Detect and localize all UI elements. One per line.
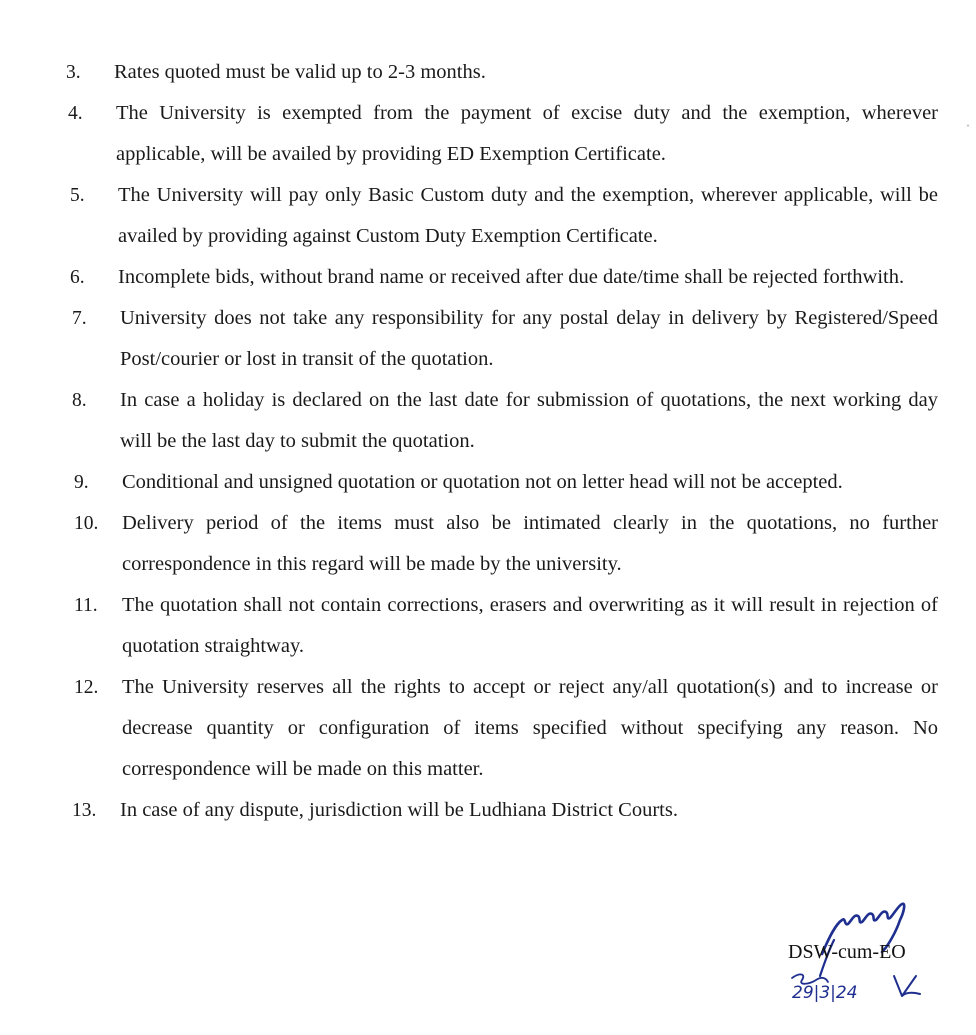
term-item (66, 52, 938, 93)
term-item (72, 380, 938, 462)
term-item (70, 175, 938, 257)
term-item (74, 667, 938, 790)
term-item (72, 790, 938, 831)
term-text: The University is exempted from the payment of excise duty and the exemption, wherever applicable, will be availed by providing ED Exemption Certificate. (116, 102, 938, 165)
term-text: Conditional and unsigned quotation or quotation not on letter head will not be accepted. (122, 471, 843, 493)
term-item (72, 298, 938, 380)
term-number: 4. (68, 103, 83, 124)
term-text: University does not take any responsibility for any postal delay in delivery by Registered/Speed Post/courier or lost in transit of the quotation. (120, 307, 938, 370)
term-number: 7. (72, 308, 87, 329)
term-number: 12. (74, 677, 99, 698)
term-text: Rates quoted must be valid up to 2-3 months. (114, 61, 486, 83)
term-item (74, 462, 938, 503)
term-number: 9. (74, 472, 89, 493)
term-item (74, 585, 938, 667)
signature-block (770, 880, 960, 1030)
term-number: 13. (72, 800, 97, 821)
term-number: 6. (70, 267, 85, 288)
term-number: 3. (66, 62, 81, 83)
term-text: The University reserves all the rights to accept or reject any/all quotation(s) and to increase or decrease quantity or configuration of items specified without specifying any reason. No correspondence will be made on this matter. (122, 676, 938, 780)
term-number: 11. (74, 595, 98, 616)
term-number: 8. (72, 390, 87, 411)
scan-mark: ˈ (966, 122, 970, 136)
term-number: 10. (74, 513, 99, 534)
term-text: Incomplete bids, without brand name or received after due date/time shall be rejected forthwith. (118, 266, 905, 288)
term-text: Delivery period of the items must also be intimated clearly in the quotations, no further correspondence in this regard will be made by the university. (122, 512, 938, 575)
term-item (70, 257, 938, 298)
term-text: In case of any dispute, jurisdiction will be Ludhiana District Courts. (120, 799, 678, 821)
term-text: The University will pay only Basic Custom duty and the exemption, wherever applicable, will be availed by providing against Custom Duty Exemption Certificate. (118, 184, 938, 247)
terms-list (66, 52, 938, 831)
signatory-designation: DSW-cum-EO (788, 941, 906, 963)
handwritten-date: 29|3|24 (792, 983, 858, 1003)
term-item (68, 93, 938, 175)
term-item (74, 503, 938, 585)
term-number: 5. (70, 185, 85, 206)
term-text: In case a holiday is declared on the last date for submission of quotations, the next working day will be the last day to submit the quotation. (120, 389, 938, 452)
term-text: The quotation shall not contain corrections, erasers and overwriting as it will result in rejection of quotation straightway. (122, 594, 938, 657)
